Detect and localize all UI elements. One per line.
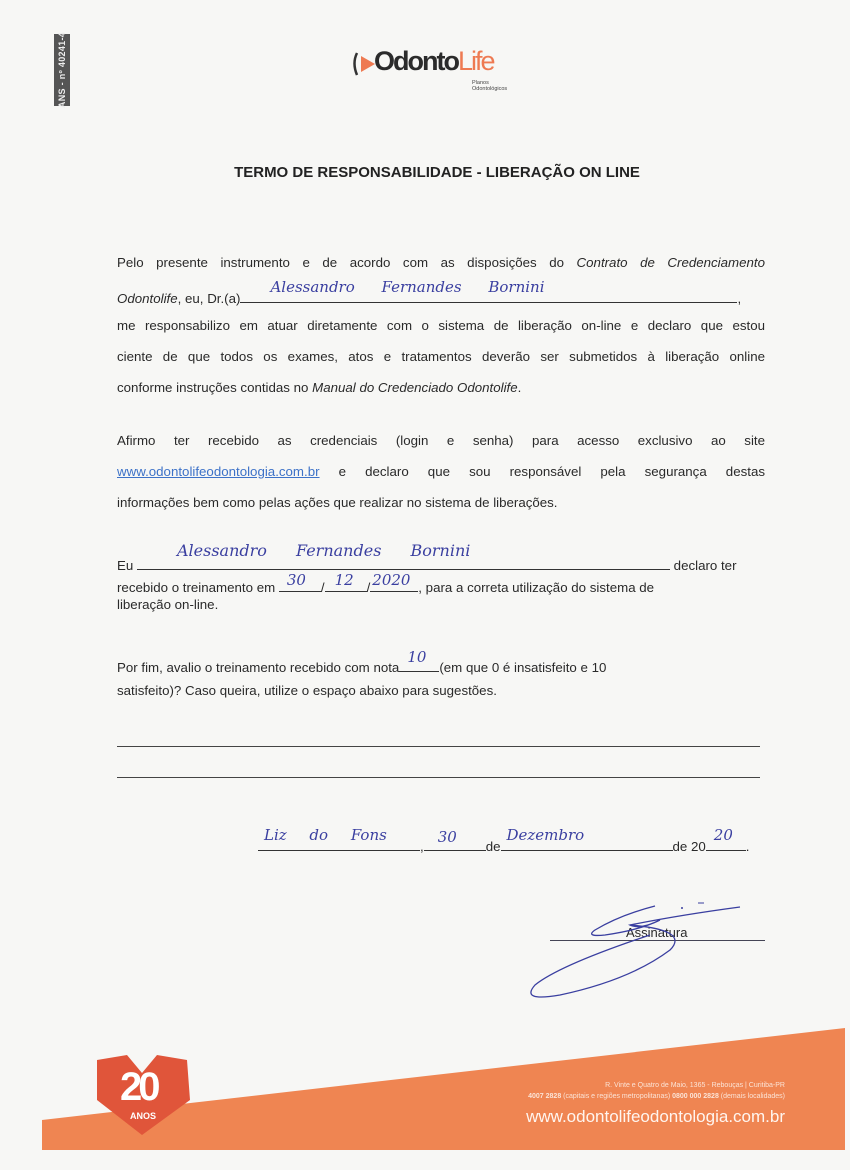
para2-line3: informações bem como pelas ações que realizar no sistema de liberações.: [117, 495, 558, 510]
anniversary-badge-number: 20: [120, 1065, 157, 1109]
year-field[interactable]: 20: [706, 834, 746, 851]
para3-line1: Eu Alessandro Fernandes Bornini declaro ter: [117, 541, 737, 573]
training-month-field[interactable]: 12: [325, 575, 367, 592]
para4-line2: satisfeito)? Caso queira, utilize o espaço abaixo para sugestões.: [117, 683, 497, 698]
para1-line3: me responsabilizo em atuar diretamente com o sistema de liberação on-line e declaro que estou: [117, 318, 765, 333]
para3-line2: recebido o treinamento em 30 / 12 / 2020 , para a correta utilização do sistema de: [117, 571, 655, 595]
signature-label: Assinatura: [626, 925, 688, 940]
suggestion-line-1[interactable]: [117, 746, 760, 747]
city-field[interactable]: Liz do Fons: [258, 834, 420, 851]
ans-text: ANS - nº 40241-4: [57, 31, 67, 109]
handwritten-signature-drawing: [520, 890, 780, 1010]
name-handwritten: Alessandro Fernandes Bornini: [176, 541, 471, 560]
anniversary-badge-label: ANOS: [130, 1111, 157, 1121]
doctor-name-handwritten: Alessandro Fernandes Bornini: [270, 278, 545, 296]
footer-band: [42, 1025, 845, 1150]
para1-line5: conforme instruções contidas no Manual do Credenciado Odontolife.: [117, 380, 522, 395]
logo-tagline: Planos Odontológicos: [472, 80, 508, 92]
document-title: TERMO DE RESPONSABILIDADE - LIBERAÇÃO ON LINE: [234, 164, 640, 181]
training-year-field[interactable]: 2020: [370, 575, 418, 592]
website-link[interactable]: www.odontolifeodontologia.com.br: [117, 464, 320, 479]
suggestion-line-2[interactable]: [117, 777, 760, 778]
para4-line1: Por fim, avalio o treinamento recebido com nota 10 (em que 0 é insatisfeito e 10: [117, 648, 607, 675]
place-date-line: Liz do Fons , 30 de Dezembro de 20 20 .: [258, 834, 778, 854]
para1-line4: ciente de que todos os exames, atos e tratamentos deverão ser submetidos à liberação online: [117, 349, 765, 364]
odontolife-logo: [352, 46, 522, 90]
day-field[interactable]: 30: [424, 834, 486, 851]
footer-website[interactable]: www.odontolifeodontologia.com.br: [526, 1107, 785, 1126]
para1-line1: Pelo presente instrumento e de acordo com as disposições do Contrato de Credenciamento: [117, 255, 765, 270]
para3-line3: liberação on-line.: [117, 597, 219, 612]
score-field[interactable]: 10: [399, 655, 439, 672]
para2-line2: www.odontolifeodontologia.com.br e declaro que sou responsável pela segurança destas: [117, 464, 765, 479]
month-field[interactable]: Dezembro: [501, 834, 673, 851]
training-day-field[interactable]: 30: [279, 575, 321, 592]
para2-line1: Afirmo ter recebido as credenciais (login e senha) para acesso exclusivo ao site: [117, 433, 765, 448]
logo-wordmark: OdontoLife: [374, 46, 494, 76]
footer-address: R. Vinte e Quatro de Maio, 1365 - Rebouças | Curitiba-PR: [605, 1082, 785, 1089]
ans-registration-label: [54, 31, 70, 109]
doctor-name-field[interactable]: [240, 278, 737, 303]
para1-line2: Odontolife, eu, Dr.(a) Alessandro Fernandes Bornini ,: [117, 278, 742, 306]
footer-phones: 4007 2828 (capitais e regiões metropolitanas) 0800 000 2828 (demais localidades): [528, 1093, 785, 1100]
